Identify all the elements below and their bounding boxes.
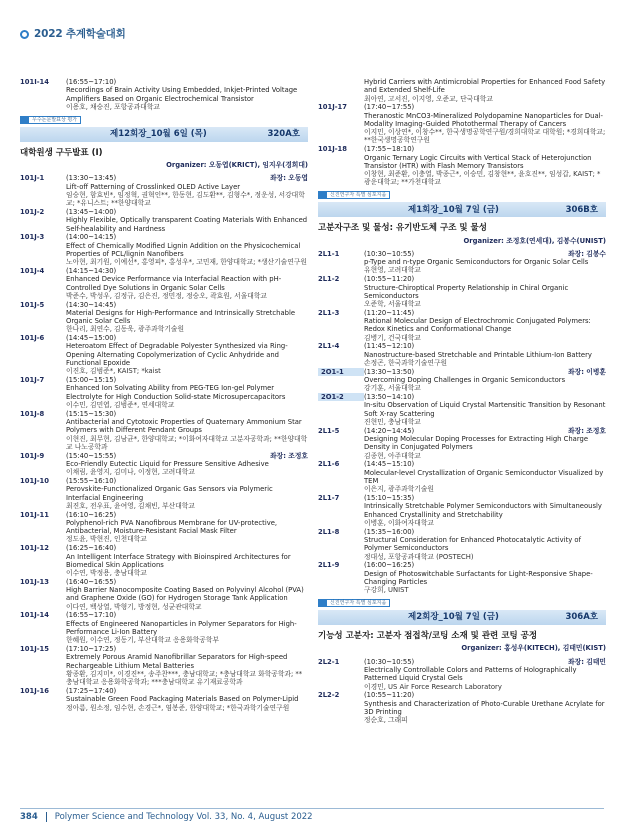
- entry-time-row: [364, 658, 606, 666]
- entry-body: [66, 174, 308, 207]
- entry-time-row: [364, 309, 606, 317]
- entry-authors: 김병기, 건국대학교: [364, 333, 421, 342]
- circle-bullet-icon: [20, 30, 29, 39]
- entry-time: (15:55~16:10): [66, 476, 117, 485]
- entry-time-row: [364, 103, 606, 111]
- page-footer: [20, 812, 313, 822]
- entry-title: p-Type and n-type Organic Semiconductors for Organic Solar Cells: [364, 258, 589, 267]
- session-bar: [20, 127, 308, 142]
- entry-authors: 정아름, 원소정, 임수현, 손경근*, 염봉준, 한양대학교; *한국과학기술연구원: [66, 703, 290, 712]
- entry-time: (15:40~15:55): [66, 451, 117, 460]
- session-bar-label: 제12회장_10월 6일 (목): [110, 129, 207, 140]
- entry-code: 101J-5: [20, 300, 45, 309]
- entry-body: [364, 561, 606, 594]
- program-entry: [20, 410, 308, 451]
- entry-authors: 이수민, 김민엽, 김범준*, 연세대학교: [66, 400, 175, 409]
- entry-time: (13:30~13:50): [364, 367, 415, 376]
- entry-body: [66, 376, 308, 409]
- program-entry: [20, 511, 308, 544]
- entry-title: Molecular-level Crystallization of Organic Semiconductor Visualized by TEM: [364, 468, 604, 485]
- entry-title: Theranostic MnCO3-Mineralized Polydopamine Nanoparticles for Dual-Modality Imaging-Guided Photothermal Therapy of Cancers: [364, 111, 603, 128]
- program-entry: [318, 250, 606, 275]
- entry-time-row: [364, 145, 606, 153]
- entry-authors: 이경민, US Air Force Research Laboratory: [364, 682, 502, 691]
- entry-title: Antibacterial and Cytotoxic Properties of Quaternary Ammonium Star Polymers with Different Pendant Groups: [66, 418, 302, 435]
- entry-time: (14:30~14:45): [66, 300, 117, 309]
- entry-title: Enhanced Device Performance via Interfacial Reaction with pH-Controlled Dye Solutions in Organic Solar Cells: [66, 275, 282, 292]
- entry-authors: 한혜원, 이수연, 정동기, 부산대학교 응용화학공학부: [66, 636, 220, 645]
- right-column: [318, 78, 606, 725]
- program-entry: [20, 477, 308, 510]
- entry-time-row: [66, 578, 308, 586]
- entry-title: Lift-off Patterning of Crosslinked OLED Active Layer: [66, 182, 241, 191]
- entry-time-row: [66, 78, 308, 86]
- entry-code: 101J-9: [20, 451, 45, 460]
- entry-title: Recordings of Brain Activity Using Embedded, Inkjet-Printed Voltage Amplifiers Based on Organic Electrochemical Transistor: [66, 86, 298, 103]
- entry-code: 101J-3: [20, 233, 45, 242]
- entry-body: [66, 611, 308, 644]
- entry-time-row: [364, 342, 606, 350]
- session-title: 기능성 고분자: 고분자 점접착/코팅 소재 및 관련 코팅 공정: [318, 631, 538, 642]
- entry-code: 2L1-7: [318, 494, 340, 503]
- entry-code: 101J-8: [20, 409, 45, 418]
- entry-authors: 이채림, 윤영지, 김미나, 이정현, 고려대학교: [66, 468, 195, 477]
- footer-divider: [46, 812, 47, 822]
- program-entry: [20, 267, 308, 300]
- entry-time-row: [66, 511, 308, 519]
- entry-time-row: [364, 368, 606, 376]
- entry-body: [364, 309, 606, 342]
- entry-body: [66, 410, 308, 451]
- entry-body: [66, 511, 308, 544]
- entry-title: Synthesis and Characterization of Photo-Curable Urethane Acrylate for 3D Printing: [364, 699, 605, 716]
- program-entry: [20, 174, 308, 207]
- entry-code: 2O1-2: [318, 393, 364, 401]
- entry-authors: 노아현, 최기원, 이예선*, 홍영피*, 홍성우*, 고민재, 한양대학교; *생산기술연구원: [66, 258, 307, 267]
- session-organizer: Organizer: 오동엽(KRICT), 임지우(경희대): [166, 161, 308, 170]
- entry-title: Eco-Friendly Eutectic Liquid for Pressure Sensitive Adhesive: [66, 459, 269, 468]
- entry-time: (15:00~15:15): [66, 376, 117, 385]
- entry-code: 101J-1: [20, 174, 45, 183]
- program-entry: [318, 103, 606, 144]
- entry-body: [364, 368, 606, 393]
- entry-title: An Intelligent Interface Strategy with Bioinspired Architectures for Biomedical Skin Applications: [66, 552, 291, 569]
- entry-body: [364, 393, 606, 426]
- entry-body: [364, 460, 606, 493]
- entry-body: [66, 578, 308, 611]
- entry-body: [364, 145, 606, 186]
- entry-authors: 황종환, 김지미*, 이경진**, 송주찬***, 충남대학교; *충남대학교 화학공학과; **충남대학교 응용화학공학과; ***충남대학교 유기재료공학과: [66, 669, 303, 687]
- entry-title: Nanostructure-based Stretchable and Printable Lithium-Ion Battery: [364, 350, 592, 359]
- entry-code: 2L1-8: [318, 527, 340, 536]
- entry-time: (16:00~16:25): [364, 561, 415, 570]
- entry-time: (14:45~15:10): [364, 460, 415, 469]
- entry-title: Sustainable Green Food Packaging Materials Based on Polymer-Lipid: [66, 695, 299, 704]
- entry-body: [66, 78, 308, 111]
- left-pre-entries: [20, 78, 308, 111]
- entry-title: Polyphenol-rich PVA Nanofibrous Membrane for UV-protective, Antibacterial, Moisture-Resistant Facial Mask Filter: [66, 518, 278, 536]
- entry-authors: 이병훈, 이화여자대학교: [364, 518, 434, 527]
- right-pre-entries: [318, 78, 606, 187]
- entry-authors: 이용호, 채승진, 포항공과대학교: [66, 102, 160, 111]
- entry-authors: 손정곤, 한국과학기술연구원: [364, 359, 448, 368]
- entry-code: 101J-13: [20, 577, 49, 586]
- program-entry: [318, 460, 606, 493]
- program-entry: [318, 561, 606, 594]
- session-title: 고분자구조 및 물성: 유기반도체 구조 및 물성: [318, 223, 487, 234]
- program-entry: [318, 145, 606, 186]
- entry-time: (13:50~14:10): [364, 393, 415, 402]
- entry-code: 2L1-6: [318, 460, 340, 469]
- page-title: 2022 추계학술대회: [34, 28, 126, 40]
- entry-title: Enhanced Ion Solvating Ability from PEG-TEG Ion-gel Polymer Electrolyte for High Conduction Solid-state Microsupercapacitors: [66, 384, 286, 401]
- entry-body: [364, 691, 606, 724]
- entry-title: Overcoming Doping Challenges in Organic Semiconductors: [364, 376, 566, 385]
- entry-code: 101J-4: [20, 266, 45, 275]
- program-entry: [318, 78, 606, 103]
- entry-body: [364, 275, 606, 308]
- entry-code: 2O1-1: [318, 368, 364, 376]
- entry-authors: 유현영, 고려대학교: [364, 266, 421, 275]
- entry-time: (13:45~14:00): [66, 207, 117, 216]
- session-entries: [318, 250, 606, 595]
- entry-time: (10:55~11:20): [364, 691, 415, 700]
- entry-time-row: [364, 427, 606, 435]
- entry-time: (16:55~17:10): [66, 611, 117, 620]
- program-entry: [318, 275, 606, 308]
- entry-authors: 박준수, 박성우, 김정규, 김은진, 정민정, 정승오, 곽효원, 서울대학교: [66, 291, 267, 300]
- entry-authors: 구강희, UNIST: [364, 586, 409, 595]
- entry-time-row: [364, 393, 606, 401]
- entry-title: Extremely Porous Aramid Nanofibrillar Separators for High-speed Rechargeable Lithium Metal Batteries: [66, 653, 288, 670]
- session-tag: 우수논문발표상 평가: [20, 116, 81, 124]
- entry-time: (16:10~16:25): [66, 510, 117, 519]
- entry-time-row: [66, 174, 308, 182]
- entry-time: (15:15~15:30): [66, 409, 117, 418]
- program-entry: [20, 334, 308, 375]
- program-entry: [318, 309, 606, 342]
- program-entry: [20, 78, 308, 111]
- entry-chair: 좌장: 김봉수: [568, 249, 606, 258]
- program-entry: [20, 611, 308, 644]
- session-bar-label: 제2회장_10월 7일 (금): [408, 612, 499, 623]
- session-bar-room: 320A호: [267, 129, 300, 140]
- entry-authors: 오준학, 서울대학교: [364, 300, 421, 309]
- entry-body: [66, 301, 308, 334]
- entry-code: 101J-12: [20, 544, 49, 553]
- program-entry: [20, 301, 308, 334]
- entry-time-row: [66, 477, 308, 485]
- entry-code: 101J-17: [318, 103, 347, 112]
- entry-authors: 정대성, 포항공과대학교 (POSTECH): [364, 552, 474, 561]
- entry-authors: 한나리, 최연수, 김동욱, 광주과학기술원: [66, 325, 185, 334]
- entry-time-row: [364, 494, 606, 502]
- entry-body: [66, 452, 308, 477]
- entry-time-row: [66, 611, 308, 619]
- entry-title: Heteroatom Effect of Degradable Polyester Synthesized via Ring-Opening Alternating Copolymerization of Cyclic Anhydride and Functional Epoxide: [66, 342, 288, 368]
- page-header: [20, 28, 126, 41]
- entry-time: (17:55~18:10): [364, 145, 415, 154]
- entry-title: Intrinsically Stretchable Polymer Semiconductors with Simultaneously Enhanced Crystallinity and Stretchability: [364, 502, 602, 519]
- program-entry: [318, 658, 606, 691]
- footer-rule: [20, 808, 604, 809]
- entry-authors: 이은지, 광주과학기술원: [364, 485, 434, 494]
- journal-name: Polymer Science and Technology Vol. 33, No. 4, August 2022: [54, 812, 313, 822]
- entry-title: Rational Molecular Design of Electrochromic Conjugated Polymers: Redox Kinetics and Conformational Change: [364, 317, 591, 334]
- entry-time-row: [364, 691, 606, 699]
- entry-time-row: [66, 208, 308, 216]
- program-entry: [20, 233, 308, 266]
- entry-time-row: [66, 233, 308, 241]
- entry-time-row: [66, 687, 308, 695]
- program-entry: [20, 645, 308, 686]
- session-bar-room: 306A호: [565, 612, 598, 623]
- entry-authors: 이현진, 최무현, 김남균*, 한양대학교; *이화여자대학교 고분자공학과; **한양대학교 나노공학과: [66, 434, 308, 451]
- entry-body: [66, 544, 308, 577]
- session-bar: [318, 610, 606, 625]
- entry-time: (16:25~16:40): [66, 544, 117, 553]
- page-number: 384: [20, 812, 38, 822]
- entry-authors: 최진호, 전우표, 윤여영, 김채빈, 부산대학교: [66, 501, 195, 510]
- entry-time: (15:10~15:35): [364, 494, 415, 503]
- entry-time: (14:15~14:30): [66, 266, 117, 275]
- entry-body: [66, 267, 308, 300]
- entry-time-row: [364, 275, 606, 283]
- left-entries: [20, 174, 308, 712]
- entry-title: High Barrier Nanocomposite Coating Based on Polyvinyl Alcohol (PVA) and Graphene Oxide (GO) for Hydrogen Storage Tank Application: [66, 586, 304, 603]
- entry-code: 101J-14: [20, 611, 49, 620]
- session-bar-room: 306B호: [565, 204, 598, 215]
- entry-time-row: [66, 267, 308, 275]
- program-entry: [318, 691, 606, 724]
- entry-time: (17:25~17:40): [66, 687, 117, 696]
- entry-time: (16:40~16:55): [66, 577, 117, 586]
- entry-time-row: [66, 301, 308, 309]
- entry-authors: 진현민, 충남대학교: [364, 418, 421, 427]
- entry-title: Hybrid Carriers with Antimicrobial Properties for Enhanced Food Safety and Extended Shelf-Life: [364, 78, 606, 95]
- entry-code: 2L1-2: [318, 275, 340, 284]
- entry-code: 101J-7: [20, 376, 45, 385]
- entry-title: Designing Molecular Doping Processes for Extracting High Charge Density in Conjugated Polymers: [364, 435, 589, 452]
- entry-title: Design of Photoswitchable Surfactants for Light-Responsive Shape-Changing Particles: [364, 569, 593, 586]
- program-entry: [318, 393, 606, 426]
- entry-authors: 최아연, 고서진, 이지영, 오준교, 단국대학교: [364, 94, 493, 103]
- entry-code: 101J-18: [318, 145, 347, 154]
- entry-time: (17:40~17:55): [364, 103, 415, 112]
- entry-time-row: [364, 561, 606, 569]
- entry-code: 101J-15: [20, 645, 49, 654]
- entry-time: (10:55~11:20): [364, 275, 415, 284]
- entry-title: Effects of Engineered Nanoparticles in Polymer Separators for High-Performance Li-Ion Battery: [66, 619, 297, 637]
- entry-title: Effect of Chemically Modified Lignin Addition on the Physicochemical Properties of PCL/lignin Nanofibers: [66, 241, 301, 258]
- program-entry: [20, 544, 308, 577]
- entry-authors: 이진호, 김범준*, KAIST; *kaist: [66, 367, 161, 376]
- entry-code: 2L1-3: [318, 308, 340, 317]
- session-entries: [318, 658, 606, 725]
- entry-code: 101I-14: [20, 78, 49, 86]
- entry-code: 2L1-5: [318, 426, 340, 435]
- entry-authors: 임승현, 함효빈*, 임정혁, 권혁인**, 한동현, 김도환**, 김형수*, 정운성, 서강대학교; *유니스트; **한양대학교: [66, 190, 305, 208]
- entry-body: [364, 658, 606, 691]
- session-organizer: Organizer: 조정호(연세대), 김봉수(UNIST): [463, 236, 606, 245]
- entry-time-row: [364, 250, 606, 258]
- entry-time: (11:20~11:45): [364, 308, 415, 317]
- entry-chair: 좌장: 조정호: [270, 451, 308, 460]
- program-entry: [20, 452, 308, 477]
- session-tag: 신진연구자 특별 심포지움: [318, 191, 390, 199]
- entry-title: Highly Flexible, Optically transparent Coating Materials With Enhanced Self-healability and Hardness: [66, 216, 308, 233]
- program-entry: [20, 376, 308, 409]
- entry-title: Structure-Chiroptical Property Relationship in Chiral Organic Semiconductors: [364, 283, 569, 300]
- session-bar-label: 제1회장_10월 7일 (금): [408, 204, 499, 215]
- entry-time: (14:45~15:00): [66, 334, 117, 343]
- entry-chair: 좌장: 오동엽: [270, 174, 308, 183]
- entry-time: (14:00~14:15): [66, 233, 117, 242]
- program-entry: [20, 208, 308, 233]
- entry-authors: 이다연, 백상열, 박형기, 방정현, 성균관대학교: [66, 602, 202, 611]
- program-entry: [318, 368, 606, 393]
- entry-code: 101J-11: [20, 510, 49, 519]
- entry-authors: 이창현, 최준환, 이충열, 박종근*, 이승민, 김창현**, 윤호진**, 임성갑, KAIST; *광운대학교; **가천대학교: [364, 170, 601, 187]
- entry-title: Material Designs for High-Performance and Intrinsically Stretchable Organic Solar Cells: [66, 308, 296, 326]
- entry-time: (16:55~17:10): [66, 78, 117, 86]
- entry-time: (10:30~10:55): [364, 657, 415, 666]
- program-entry: [20, 578, 308, 611]
- entry-time: (14:20~14:45): [364, 426, 415, 435]
- entry-code: 2L1-4: [318, 342, 340, 351]
- entry-chair: 좌장: 이병훈: [568, 367, 606, 376]
- entry-code: 101J-2: [20, 207, 45, 216]
- entry-title: Electrically Controllable Colors and Patterns of Holographically Patterned Liquid Crystal Gels: [364, 665, 577, 683]
- session-organizer: Organizer: 홍성우(KITECH), 김태민(KIST): [461, 644, 606, 653]
- entry-code: 2L1-9: [318, 561, 340, 570]
- session-title: 대학원생 구두발표 (I): [20, 147, 103, 158]
- entry-time-row: [66, 452, 308, 460]
- entry-time-row: [66, 645, 308, 653]
- entry-code: 101J-6: [20, 334, 45, 343]
- entry-title: In-situ Observation of Liquid Crystal Martensitic Transition by Resonant Soft X-ray Scattering: [364, 401, 606, 418]
- entry-body: [364, 528, 606, 561]
- program-entry: [318, 342, 606, 367]
- entry-body: [364, 78, 606, 103]
- entry-time-row: [66, 376, 308, 384]
- entry-time-row: [364, 460, 606, 468]
- entry-time: (13:30~13:45): [66, 174, 117, 183]
- entry-body: [364, 427, 606, 460]
- entry-time: (15:35~16:00): [364, 527, 415, 536]
- entry-authors: 강기훈, 서울대학교: [364, 384, 421, 393]
- entry-body: [66, 233, 308, 266]
- entry-chair: 좌장: 김태민: [568, 657, 606, 666]
- entry-body: [364, 494, 606, 527]
- entry-body: [66, 477, 308, 510]
- entry-time: (17:10~17:25): [66, 645, 117, 654]
- entry-authors: 정도윤, 박현진, 인천대학교: [66, 535, 147, 544]
- entry-title: Organic Ternary Logic Circuits with Vertical Stack of Heterojunction Transistor (HTR) with Flash Memory Transistors: [364, 153, 592, 170]
- program-entry: [318, 528, 606, 561]
- entry-authors: 이수연, 박정용, 충남대학교: [66, 569, 147, 578]
- entry-code: 2L1-1: [318, 249, 340, 258]
- entry-code: 2L2-1: [318, 657, 340, 666]
- entry-body: [364, 342, 606, 367]
- program-entry: [318, 494, 606, 527]
- entry-body: [364, 250, 606, 275]
- right-sessions: [318, 187, 606, 724]
- entry-time: (11:45~12:10): [364, 342, 415, 351]
- entry-time-row: [364, 528, 606, 536]
- entry-body: [66, 645, 308, 686]
- session-bar: [318, 202, 606, 217]
- entry-chair: 좌장: 조정호: [568, 426, 606, 435]
- program-entry: [318, 427, 606, 460]
- entry-body: [364, 103, 606, 144]
- left-column: [20, 78, 308, 712]
- entry-title: Perovskite-Functionalized Organic Gas Sensors via Polymeric Interfacial Engineering: [66, 485, 273, 502]
- entry-body: [66, 208, 308, 233]
- entry-title: Structural Consideration for Enhanced Photocatalytic Activity of Polymer Semiconductors: [364, 535, 581, 553]
- entry-code: 101J-10: [20, 476, 49, 485]
- entry-code: 101J-16: [20, 687, 49, 696]
- program-entry: [20, 687, 308, 712]
- entry-authors: 정순호, 그래피: [364, 716, 408, 725]
- entry-time-row: [66, 334, 308, 342]
- entry-body: [66, 334, 308, 375]
- entry-time: (10:30~10:55): [364, 249, 415, 258]
- entry-authors: 이지민, 이상연*, 이창수**, 한국생명공학연구원/경희대학교 대학원; *경희대학교; **한국생명공학연구원: [364, 128, 606, 145]
- entry-time-row: [66, 410, 308, 418]
- entry-body: [66, 687, 308, 712]
- entry-code: 2L2-2: [318, 691, 340, 700]
- entry-time-row: [66, 544, 308, 552]
- entry-authors: 김종현, 아주대학교: [364, 451, 421, 460]
- session-tag: 신진연구자 특별 심포지움: [318, 599, 390, 607]
